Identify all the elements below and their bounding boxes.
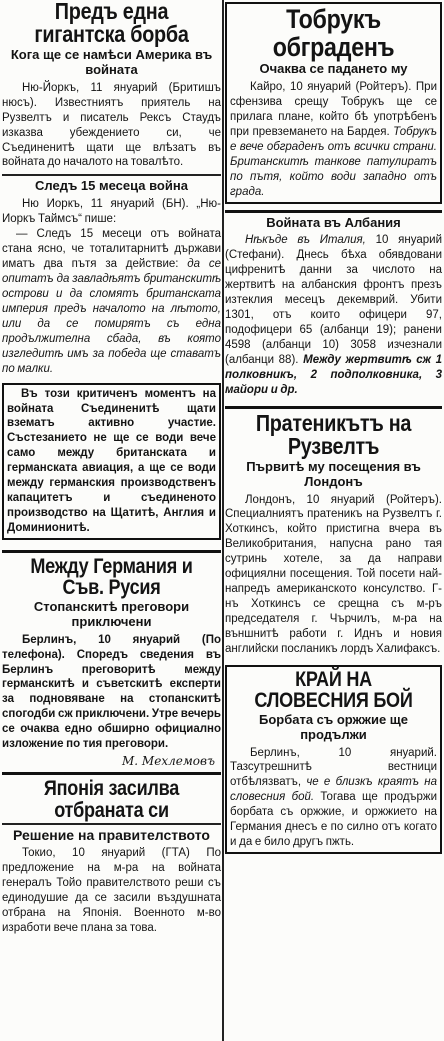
article-end-of-verbal-battle-box bbox=[225, 665, 442, 854]
subheadline: Решение на правителството bbox=[13, 826, 210, 843]
article-15-months-war bbox=[2, 179, 221, 376]
article-paragraph bbox=[230, 80, 437, 200]
article-paragraph bbox=[230, 746, 437, 851]
boxed-commentary bbox=[2, 383, 221, 540]
separator bbox=[225, 406, 442, 409]
subheadline: Първитѣ му посещения въ Лондонъ bbox=[246, 458, 421, 489]
paragraph-italic-text: че е близкъ краятъ на словесния бой. bbox=[230, 776, 437, 804]
paragraph-bold-italic-text: Между жертвитѣ сж 1 полковникъ, 2 подполковника, 3 майори и др. bbox=[225, 353, 442, 396]
headline: Предъ една гигантска борба bbox=[34, 0, 189, 48]
separator bbox=[2, 772, 221, 775]
article-paragraph: Берлинъ, 10 януарий (По телефона). Споредъ сведения въ Берлинъ преговоритѣ между германскитѣ и съветскитѣ експерти за подновяване на стопанскитѣ спогодби сж приключени. Утре вечерь се очаква едно обширно официално изложение по тия преговори. bbox=[2, 633, 221, 751]
subheadline: Следъ 15 месеца война bbox=[35, 178, 188, 194]
column-divider bbox=[222, 0, 224, 1041]
article-paragraph: Въ този критиченъ моментъ на войната Съединенитѣ щати взематъ активно участие. Състезанието не ще се води вече само между британската и германската авиация, а ще се води между германския производственъ капацитетъ и съединеното производство на Щатитѣ, Англия и Доминионитѣ. bbox=[7, 387, 216, 535]
paragraph-italic-text: Нѣкъде въ Италия, bbox=[245, 234, 366, 247]
subheadline: Кога ще се намѣси Америка въ войната bbox=[10, 46, 213, 77]
article-gigantic-struggle bbox=[2, 0, 221, 170]
article-paragraph: Лондонъ, 10 януарий (Ройтеръ). Специалниятъ пратеникъ на Рузвелтъ г. Хоткинсъ, който пристигна вчера въ Великобритания, напусна рано тая сутринь хотеле, за да направи официялни посещения. Той посети най-напредъ американското консулство. Г-нъ Хоткинсъ се срещна съ м-ръ председателя г. Чърчилъ, м-ра на външнитѣ работи г. Иднъ и новия английски посланикъ лордъ Халифаксъ. bbox=[225, 493, 442, 655]
article-paragraph: Ню Иоркъ, 11 януарий (БН). „Ню-Иоркъ Таймсъ“ пише: bbox=[2, 198, 221, 226]
separator bbox=[225, 210, 442, 213]
article-roosevelt-envoy bbox=[225, 409, 442, 657]
article-germany-soviet-russia bbox=[2, 556, 221, 768]
paragraph-text: Кайро, 10 януарий (Ройтеръ). При сфензива срещу Тобрукъ ще се прилага плане, който бѣ употрѣбенъ при превземането на Бардея. bbox=[230, 81, 437, 138]
paragraph-italic-text: да се опитатъ да завладѣятъ британскитѣ острови и да сломятъ британската империя предъ началото на лѣтото, или да се помирятъ съ една продължителна сбада, въ която изгледитѣ имъ за победа ще ставатъ по малки. bbox=[2, 258, 221, 375]
headline: Между Германия и Съв. Русия bbox=[30, 554, 193, 600]
article-paragraph: Токио, 10 януарий (ГТА) По предложение на м-ра на войната генералъ Тойо правителството реши съ единодушие да се засили въздушната отбрана на Японія. Военното м-во изработи вече плана за това. bbox=[2, 847, 221, 934]
article-war-in-albania bbox=[225, 216, 442, 398]
paragraph-text: Берлинъ, 10 януарий. Тазсутрешнитѣ вестници отбѣлязватъ, bbox=[230, 746, 437, 789]
subheadline: Стопанскитѣ преговори приключени bbox=[33, 598, 190, 629]
paragraph-text: Тогава ще продържи борбата съ оржжие, и оржжието на Германия днесъ е по силно отъ когато и да е било другъ пжть. bbox=[230, 791, 437, 849]
subheadline: Борбата съ оржжие ще продължи bbox=[258, 711, 409, 742]
headline: Японія засилва отбраната си bbox=[43, 777, 180, 822]
paragraph-text: — Следъ 15 месеци отъ войната стана ясно, че тоталитарнитѣ държави иматъ два пътя за действие: bbox=[2, 228, 221, 271]
headline: Пратеникътъ на Рузвелтъ bbox=[255, 409, 412, 460]
right-column bbox=[225, 0, 442, 854]
article-paragraph bbox=[2, 227, 221, 376]
subheadline: Очаква се падането му bbox=[259, 61, 408, 77]
headline: КРАЙ НА СЛОВЕСНИЯ БОЙ bbox=[254, 667, 413, 713]
paragraph-text: 10 януарий (Стефани). Днесь бѣха обявдовани цифренитѣ данни за числото на жертвитѣ на албанския фронтъ презъ изтеклия месецъ декемврий. Убити 1301, отъ които офицери 97, подофицери 65 (албанци 19); ранени 4598 (албанци 10) 3058 изчезнали (албанци 88). bbox=[225, 234, 442, 366]
article-paragraph: Ню-Йоркъ, 11 януарий (Бритишъ нюсъ). Известниятъ приятель на Рузвелтъ и писатель Рексъ Стаудъ изказва убеждението си, че Съединенитѣ щати ще влѣзатъ въ войната до началото на товалѣто. bbox=[2, 81, 221, 169]
paragraph-italic-text: Тобрукъ е вече обграденъ отъ всички страни. Британскитѣ танкове патулиратъ по пътя, който води западно отъ града. bbox=[230, 125, 437, 198]
article-japan-defense bbox=[2, 778, 221, 936]
left-column bbox=[2, 0, 221, 936]
separator bbox=[2, 174, 221, 176]
article-paragraph bbox=[225, 233, 442, 397]
separator bbox=[2, 823, 221, 825]
subheadline: Войната въ Албания bbox=[266, 214, 401, 230]
headline: Тобрукъ обграденъ bbox=[272, 4, 395, 62]
author-signature: М. Мехлемовъ bbox=[122, 754, 215, 769]
separator bbox=[2, 550, 221, 553]
article-tobruk-box bbox=[225, 2, 442, 204]
